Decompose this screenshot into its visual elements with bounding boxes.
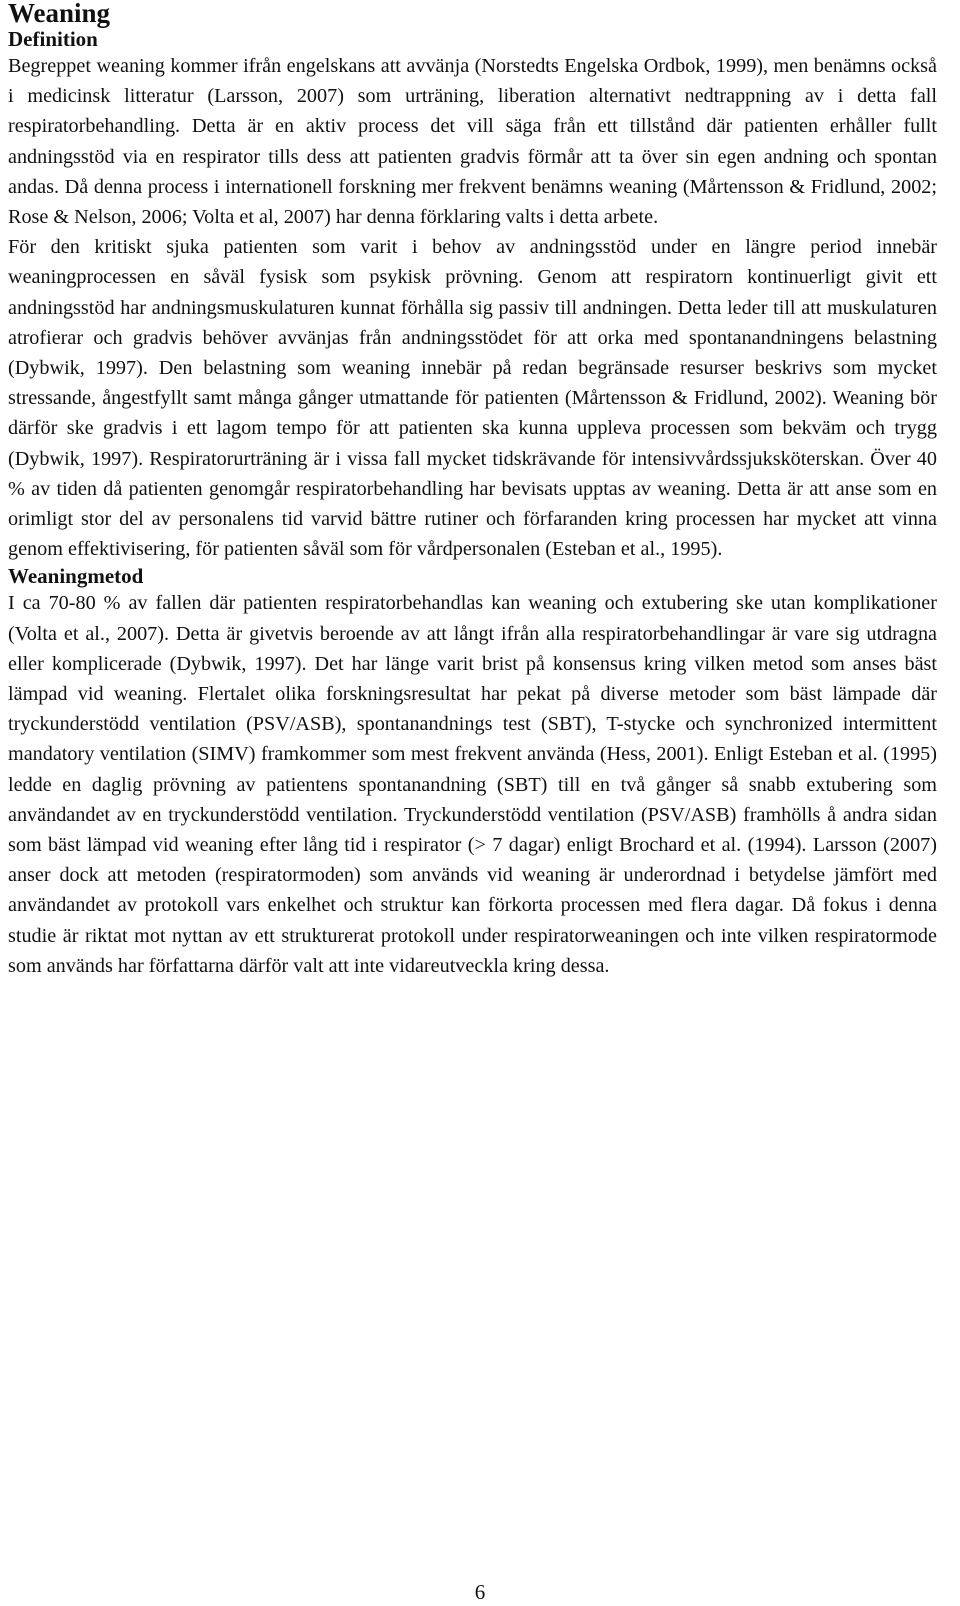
section-heading-definition: Definition	[8, 27, 98, 51]
paragraph-weaningmetod-1: I ca 70-80 % av fallen där patienten respiratorbehandlas kan weaning och extubering ske utan komplikationer (Volta et al., 2007). Detta är givetvis beroende av att långt ifrån alla respiratorbehandlingar är vare sig utdragna eller komplicerade (Dybwik, 1997). Det har länge varit brist på konsensus kring vilken metod som anses bäst lämpad vid weaning. Flertalet olika forskningsresultat har pekat på diverse metoder som bäst lämpade där tryckunderstödd ventilation (PSV/ASB), spontanandnings test (SBT), T-stycke och synchronized intermittent mandatory ventilation (SIMV) framkommer som mest frekvent använda (Hess, 2001). Enligt Esteban et al. (1995) ledde en daglig prövning av patientens spontanandning (SBT) till en två gånger så snabb extubering som användandet av en tryckunderstödd ventilation. Tryckunderstödd ventilation (PSV/ASB) framhölls å andra sidan som bäst lämpad vid weaning efter lång tid i respirator (> 7 dagar) enligt Brochard et al. (1994). Larsson (2007) anser dock att metoden (respiratormoden) som används vid weaning är underordnad i betydelse jämfört med användandet av protokoll vars enkelhet och struktur kan förkorta processen med flera dagar. Då fokus i denna studie är riktat mot nyttan av ett strukturerat protokoll under respiratorweaningen och inte vilken respiratormode som används har författarna därför valt att inte vidareutveckla kring dessa.	[8, 592, 937, 977]
page-title: Weaning	[8, 0, 111, 28]
paragraph-definition-2: För den kritiskt sjuka patienten som varit i behov av andningsstöd under en längre period innebär weaningprocessen en såväl fysisk som psykisk prövning. Genom att respiratorn kontinuerligt givit ett andningsstöd har andningsmuskulaturen kunnat förhålla sig passiv till andningen. Detta leder till att muskulaturen atrofierar och gradvis behöver avvänjas från andningsstödet för att orka med spontanandningens belastning (Dybwik, 1997). Den belastning som weaning innebär på redan begränsade resurser beskrivs som mycket stressande, ångestfyllt samt många gånger utmattande för patienten (Mårtensson & Fridlund, 2002). Weaning bör därför ske gradvis i ett lagom tempo för att patienten ska kunna uppleva processen som bekväm och trygg (Dybwik, 1997). Respiratorurträning är i vissa fall mycket tidskrävande för intensivvårdssjuksköterskan. Över 40 % av tiden då patienten genomgår respiratorbehandling har bevisats upptas av weaning. Detta är att anse som en orimligt stor del av personalens tid varvid bättre rutiner och förfaranden kring processen har mycket att vinna genom effektivisering, för patienten såväl som för vårdpersonalen (Esteban et al., 1995).	[8, 236, 937, 561]
paragraph-definition-1: Begreppet weaning kommer ifrån engelskans att avvänja (Norstedts Engelska Ordbok, 1999), men benämns också i medicinsk litteratur (Larsson, 2007) som urträning, liberation alternativt nedtrappning av i detta fall respiratorbehandling. Detta är en aktiv process det vill säga från ett tillstånd där patienten erhåller fullt andningsstöd via en respirator tills dess att patienten gradvis förmår att ta över sin egen andning och spontan andas. Då denna process i internationell forskning mer frekvent benämns weaning (Mårtensson & Fridlund, 2002; Rose & Nelson, 2006; Volta et al, 2007) har denna förklaring valts i detta arbete.	[8, 55, 937, 229]
section-heading-weaningmetod: Weaningmetod	[8, 564, 144, 589]
page-number: 6	[474, 1580, 486, 1604]
document-page	[8, 0, 937, 981]
